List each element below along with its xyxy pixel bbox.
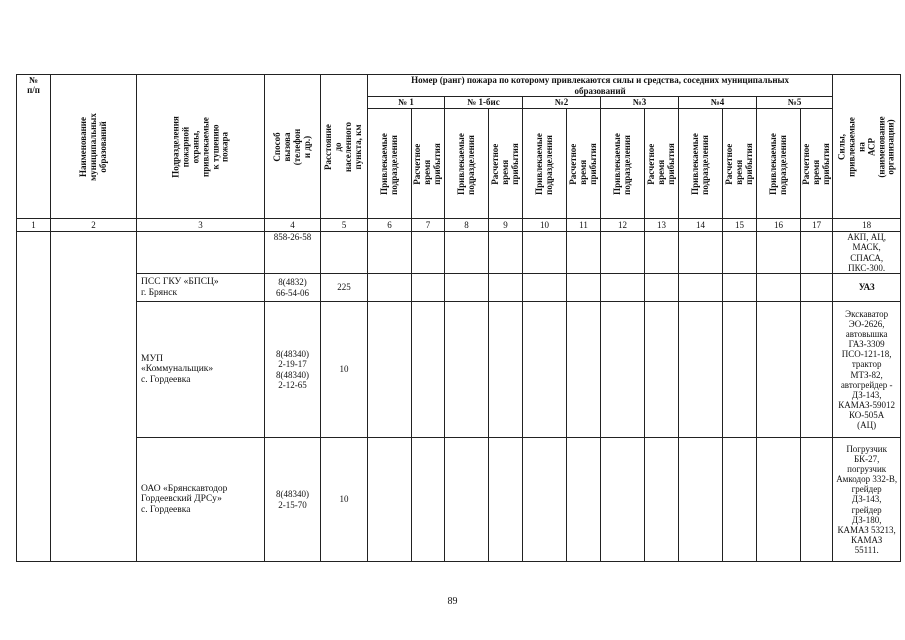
rank-cell <box>757 274 801 302</box>
rank-cell <box>679 438 723 562</box>
rank-cell <box>679 302 723 438</box>
header-rank-group-text: Номер (ранг) пожара по которому привлекаются силы и средства, соседних муниципальных образований <box>411 75 790 96</box>
unit-cell <box>137 232 265 274</box>
column-number: 11 <box>567 219 601 232</box>
header-sub-units <box>757 109 801 219</box>
column-number: 9 <box>489 219 523 232</box>
header-num <box>17 75 51 219</box>
header-sub-units-text: Привлекаемые подразделения <box>455 132 476 195</box>
rank-cell <box>567 232 601 274</box>
rank-cell <box>679 274 723 302</box>
header-rank-5: №5 <box>757 97 833 109</box>
rank-cell <box>801 302 833 438</box>
rank-cell <box>368 438 412 562</box>
header-fire-units <box>137 75 265 219</box>
rank-cell <box>601 274 645 302</box>
header-sub-units <box>601 109 645 219</box>
header-sub-units <box>523 109 567 219</box>
column-number: 1 <box>17 219 51 232</box>
distance-cell: 225 <box>321 274 368 302</box>
rank-cell <box>801 274 833 302</box>
header-sub-units <box>679 109 723 219</box>
header-sub-units-text: Привлекаемые подразделения <box>533 132 554 195</box>
unit-cell: ПСС ГКУ «БПСЦ» г. Брянск <box>137 274 265 302</box>
header-distance-text: Расстояние до населенного пункта, км <box>323 121 363 172</box>
table-row <box>17 438 901 562</box>
header-municipality-text: Наименование муниципальных образований <box>77 112 108 181</box>
header-num-text: № п/п <box>27 75 40 96</box>
rank-cell <box>412 302 445 438</box>
header-rank-1bis: № 1-бис <box>445 97 523 109</box>
column-number: 10 <box>523 219 567 232</box>
unit-cell: ОАО «Брянскавтодор Гордеевский ДРСу» с. Гордеевка <box>137 438 265 562</box>
rank-cell <box>445 302 489 438</box>
rank-cell <box>757 438 801 562</box>
municipality-cell <box>51 232 137 562</box>
phone-cell: 8(48340) 2-19-17 8(48340) 2-12-65 <box>265 302 321 438</box>
column-number: 16 <box>757 219 801 232</box>
rank-cell <box>567 302 601 438</box>
row-num-cell <box>17 232 51 562</box>
rank-cell <box>445 232 489 274</box>
rank-cell <box>489 438 523 562</box>
rank-cell <box>723 302 757 438</box>
unit-cell: МУП «Коммунальщик» с. Гордеевка <box>137 302 265 438</box>
header-municipality <box>51 75 137 219</box>
header-sub-time <box>723 109 757 219</box>
header-rank-2: №2 <box>523 97 601 109</box>
rank-cell <box>368 274 412 302</box>
rank-cell <box>601 232 645 274</box>
rank-cell <box>679 232 723 274</box>
column-number: 6 <box>368 219 412 232</box>
distance-cell <box>321 232 368 274</box>
rank-cell <box>489 274 523 302</box>
rank-cell <box>523 232 567 274</box>
header-sub-units <box>445 109 489 219</box>
table-row <box>17 232 901 274</box>
rank-cell <box>489 232 523 274</box>
header-rank-1: № 1 <box>368 97 445 109</box>
column-number: 17 <box>801 219 833 232</box>
rank-cell <box>489 302 523 438</box>
header-call-method <box>265 75 321 219</box>
distance-cell: 10 <box>321 438 368 562</box>
header-sub-time-text: Расчетное время прибытия <box>567 142 598 185</box>
column-number: 13 <box>645 219 679 232</box>
header-sub-units-text: Привлекаемые подразделения <box>689 132 710 195</box>
rank-cell <box>368 232 412 274</box>
rank-cell <box>757 302 801 438</box>
rank-cell <box>723 438 757 562</box>
rank-cell <box>523 274 567 302</box>
header-sub-time <box>801 109 833 219</box>
header-fire-units-text: Подразделения пожарной охраны, привлекаемые к тушению пожара <box>169 115 230 178</box>
rank-cell <box>445 438 489 562</box>
rank-cell <box>757 232 801 274</box>
column-number: 14 <box>679 219 723 232</box>
header-sub-time-text: Расчетное время прибытия <box>645 142 676 185</box>
rank-cell <box>801 438 833 562</box>
header-sub-time <box>567 109 601 219</box>
rank-cell <box>601 438 645 562</box>
header-rank-4: №4 <box>679 97 757 109</box>
header-sub-time-text: Расчетное время прибытия <box>800 142 831 185</box>
rank-cell <box>523 438 567 562</box>
rank-cell <box>445 274 489 302</box>
header-sub-units-text: Привлекаемые подразделения <box>611 132 632 195</box>
rank-cell <box>645 438 679 562</box>
column-number: 3 <box>137 219 265 232</box>
column-number: 18 <box>833 219 901 232</box>
column-number: 4 <box>265 219 321 232</box>
forces-cell: АКП, АЦ, МАСК, СПАСА, ПКС-300. <box>833 232 901 274</box>
rank-cell <box>723 232 757 274</box>
fire-forces-table <box>16 74 901 562</box>
column-number: 2 <box>51 219 137 232</box>
rank-cell <box>801 232 833 274</box>
rank-cell <box>412 232 445 274</box>
rank-cell <box>412 438 445 562</box>
header-sub-units-text: Привлекаемые подразделения <box>378 132 399 195</box>
rank-cell <box>523 302 567 438</box>
rank-cell <box>368 302 412 438</box>
phone-cell: 858-26-58 <box>265 232 321 274</box>
header-sub-units <box>368 109 412 219</box>
forces-cell: Погрузчик БК-27, погрузчик Амкодор 332-В, грейдер ДЗ-143, грейдер ДЗ-180, КАМАЗ 53213, КАМАЗ 55111. <box>833 438 901 562</box>
header-sub-time-text: Расчетное время прибытия <box>489 142 520 185</box>
header-rank-3: №3 <box>601 97 679 109</box>
header-asr-forces-text: Силы, привлекаемые на АСР (наименование организации) <box>835 115 896 178</box>
rank-cell <box>645 232 679 274</box>
column-number: 5 <box>321 219 368 232</box>
rank-cell <box>567 274 601 302</box>
forces-cell: УАЗ <box>833 274 901 302</box>
column-number: 8 <box>445 219 489 232</box>
column-number: 12 <box>601 219 645 232</box>
header-asr-forces <box>833 75 901 219</box>
header-rank-group <box>368 75 833 97</box>
header-sub-units-text: Привлекаемые подразделения <box>767 132 788 195</box>
rank-cell <box>645 302 679 438</box>
column-number-row <box>17 219 901 232</box>
header-sub-time-text: Расчетное время прибытия <box>723 142 754 185</box>
rank-cell <box>567 438 601 562</box>
header-call-method-text: Способ вызова (телефон и др.) <box>271 128 312 165</box>
rank-cell <box>412 274 445 302</box>
rank-cell <box>723 274 757 302</box>
column-number: 15 <box>723 219 757 232</box>
header-sub-time-text: Расчетное время прибытия <box>412 142 442 185</box>
phone-cell: 8(4832) 66-54-06 <box>265 274 321 302</box>
distance-cell: 10 <box>321 302 368 438</box>
column-number: 7 <box>412 219 445 232</box>
rank-cell <box>645 274 679 302</box>
phone-cell: 8(48340) 2-15-70 <box>265 438 321 562</box>
page-number: 89 <box>447 596 458 607</box>
header-sub-time <box>412 109 445 219</box>
header-sub-time <box>645 109 679 219</box>
header-sub-time <box>489 109 523 219</box>
header-distance <box>321 75 368 219</box>
table-row <box>17 302 901 438</box>
forces-cell: Экскаватор ЭО-2626, автовышка ГАЗ-3309 ПСО-121-18, трактор МТЗ-82, автогрейдер - ДЗ-143, КАМАЗ-59012 КО-505А (АЦ) <box>833 302 901 438</box>
table-row <box>17 274 901 302</box>
rank-cell <box>601 302 645 438</box>
